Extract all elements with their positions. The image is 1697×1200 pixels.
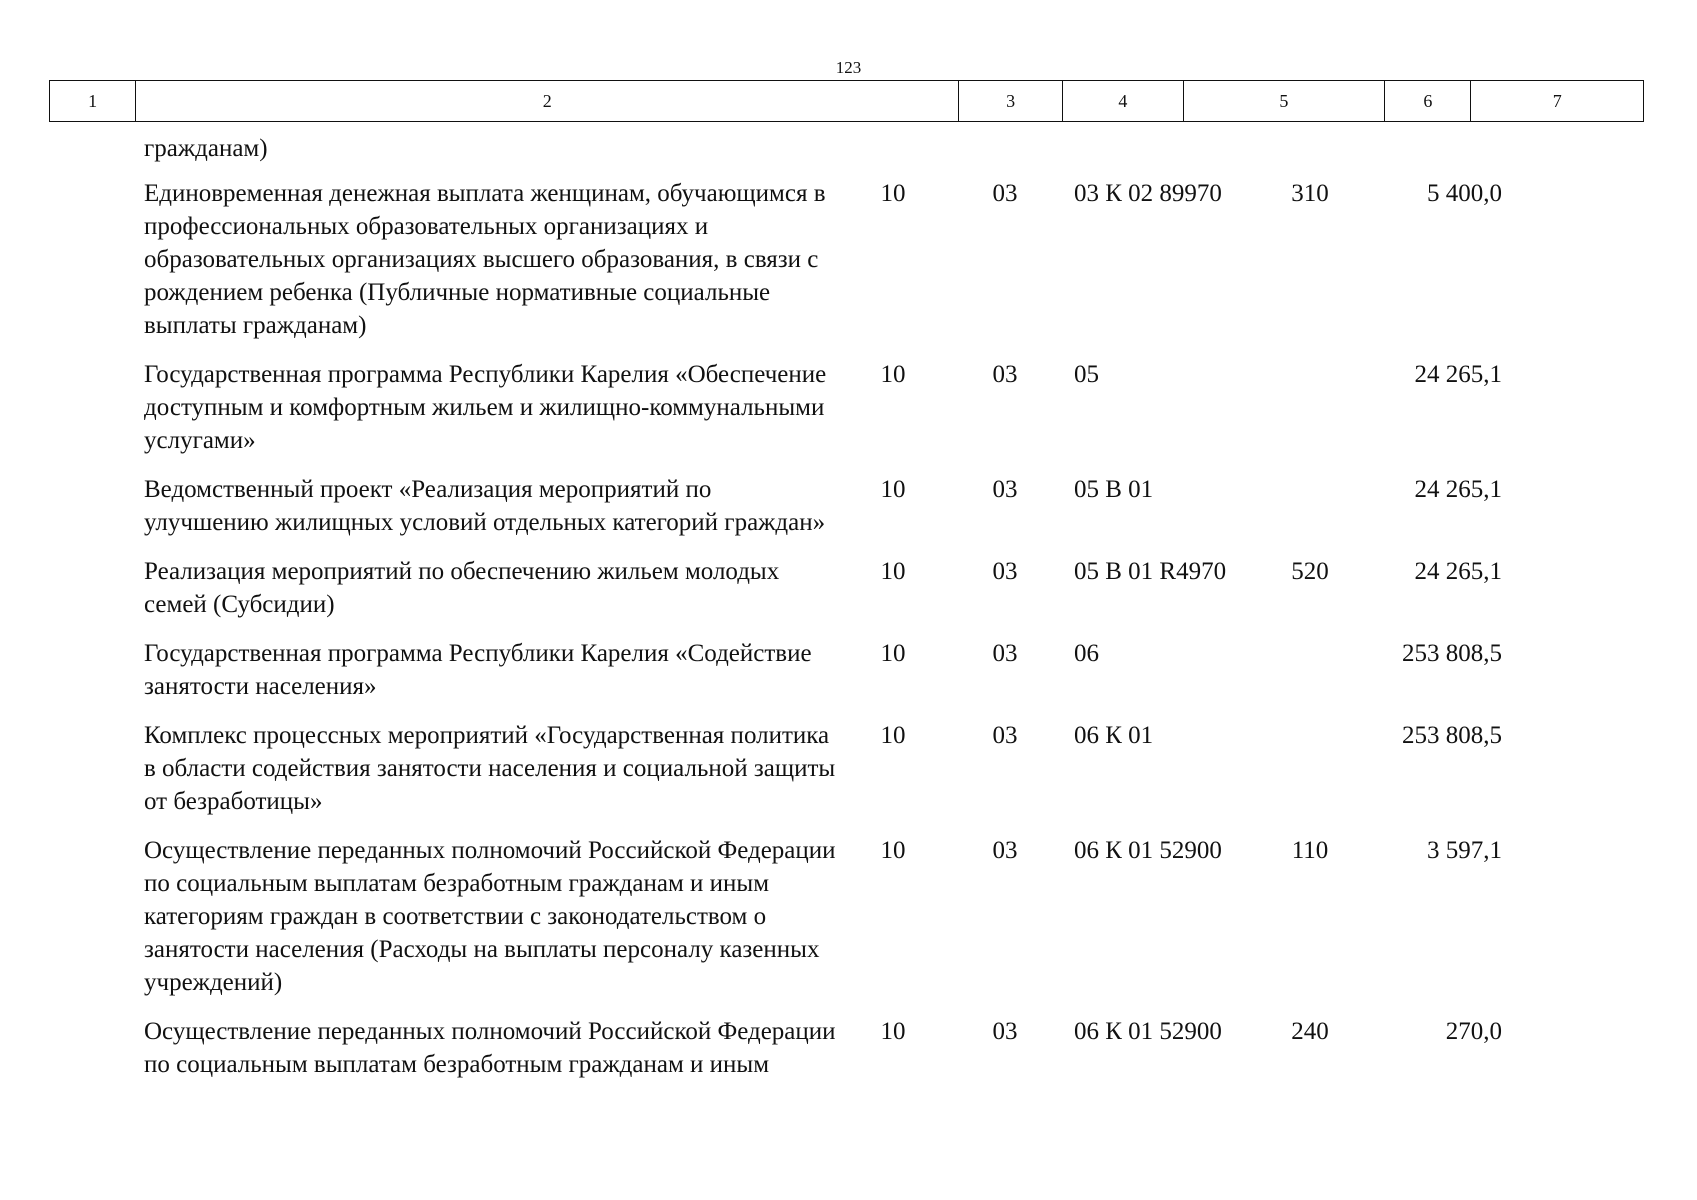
column-number-6: 6 — [1385, 81, 1471, 122]
column-number-5: 5 — [1183, 81, 1385, 122]
row-name: Государственная программа Республики Карелия «Обеспечение доступным и комфортным жильем и жилищно-коммунальными услугами» — [144, 361, 827, 454]
column-number-4: 4 — [1063, 81, 1184, 122]
table-row — [49, 637, 1644, 703]
row-target-article: 05 В 01 — [1074, 476, 1154, 503]
row-target-article: 05 В 01 R4970 — [1074, 558, 1227, 585]
row-section: 10 — [880, 558, 906, 585]
column-number-2: 2 — [136, 81, 959, 122]
row-name: Государственная программа Республики Карелия «Содействие занятости населения» — [144, 640, 812, 700]
row-subsection: 03 — [992, 476, 1018, 503]
table-row — [49, 719, 1644, 818]
row-name: Ведомственный проект «Реализация мероприятий по улучшению жилищных условий отдельных категорий граждан» — [144, 476, 826, 536]
row-amount: 253 808,5 — [1402, 640, 1502, 667]
row-name: Единовременная денежная выплата женщинам, обучающимся в профессиональных образовательных организациях и образовательных организациях высшего образования, в связи с рождением ребенка (Публичные нормативные социальные выплаты гражданам) — [144, 180, 826, 339]
row-expense-type: 240 — [1291, 1018, 1329, 1045]
row-name: гражданам) — [144, 135, 268, 162]
row-name: Осуществление переданных полномочий Российской Федерации по социальным выплатам безработным гражданам и иным — [144, 1018, 836, 1078]
column-number-7: 7 — [1471, 81, 1644, 122]
row-subsection: 03 — [992, 558, 1018, 585]
row-section: 10 — [880, 476, 906, 503]
row-target-article: 06 К 01 52900 — [1074, 837, 1222, 864]
row-subsection: 03 — [992, 837, 1018, 864]
table-row — [49, 358, 1644, 457]
row-section: 10 — [880, 722, 906, 749]
row-name: Комплекс процессных мероприятий «Государственная политика в области содействия занятости населения и социальной защиты от безработицы» — [144, 722, 836, 815]
row-target-article: 06 К 01 — [1074, 722, 1154, 749]
row-amount: 270,0 — [1445, 1018, 1502, 1045]
table-row — [49, 555, 1644, 621]
row-target-article: 05 — [1074, 361, 1099, 388]
row-subsection: 03 — [992, 180, 1018, 207]
row-section: 10 — [880, 640, 906, 667]
table-row — [49, 132, 1644, 165]
row-expense-type: 110 — [1291, 837, 1329, 864]
row-section: 10 — [880, 180, 906, 207]
row-subsection: 03 — [992, 1018, 1018, 1045]
row-expense-type: 310 — [1291, 180, 1329, 207]
row-name: Реализация мероприятий по обеспечению жильем молодых семей (Субсидии) — [144, 558, 780, 618]
row-target-article: 06 — [1074, 640, 1099, 667]
budget-table-body — [49, 132, 1644, 1081]
column-number-header — [49, 80, 1644, 122]
row-amount: 24 265,1 — [1414, 476, 1502, 503]
column-number-1: 1 — [50, 81, 136, 122]
row-amount: 24 265,1 — [1414, 361, 1502, 388]
row-section: 10 — [880, 1018, 906, 1045]
row-subsection: 03 — [992, 640, 1018, 667]
page-number: 123 — [835, 58, 862, 77]
table-row — [49, 834, 1644, 999]
table-row — [49, 177, 1644, 342]
row-target-article: 03 К 02 89970 — [1074, 180, 1222, 207]
row-section: 10 — [880, 361, 906, 388]
column-number-3: 3 — [959, 81, 1063, 122]
row-amount: 3 597,1 — [1427, 837, 1502, 864]
row-amount: 5 400,0 — [1427, 180, 1502, 207]
table-row — [49, 473, 1644, 539]
row-subsection: 03 — [992, 722, 1018, 749]
row-amount: 253 808,5 — [1402, 722, 1502, 749]
row-name: Осуществление переданных полномочий Российской Федерации по социальным выплатам безработным гражданам и иным категориям граждан в соответствии с законодательством о занятости населения (Расходы на выплаты персоналу казенных учреждений) — [144, 837, 836, 996]
row-subsection: 03 — [992, 361, 1018, 388]
row-amount: 24 265,1 — [1414, 558, 1502, 585]
row-expense-type: 520 — [1291, 558, 1329, 585]
row-target-article: 06 К 01 52900 — [1074, 1018, 1222, 1045]
row-section: 10 — [880, 837, 906, 864]
table-row — [49, 1015, 1644, 1081]
